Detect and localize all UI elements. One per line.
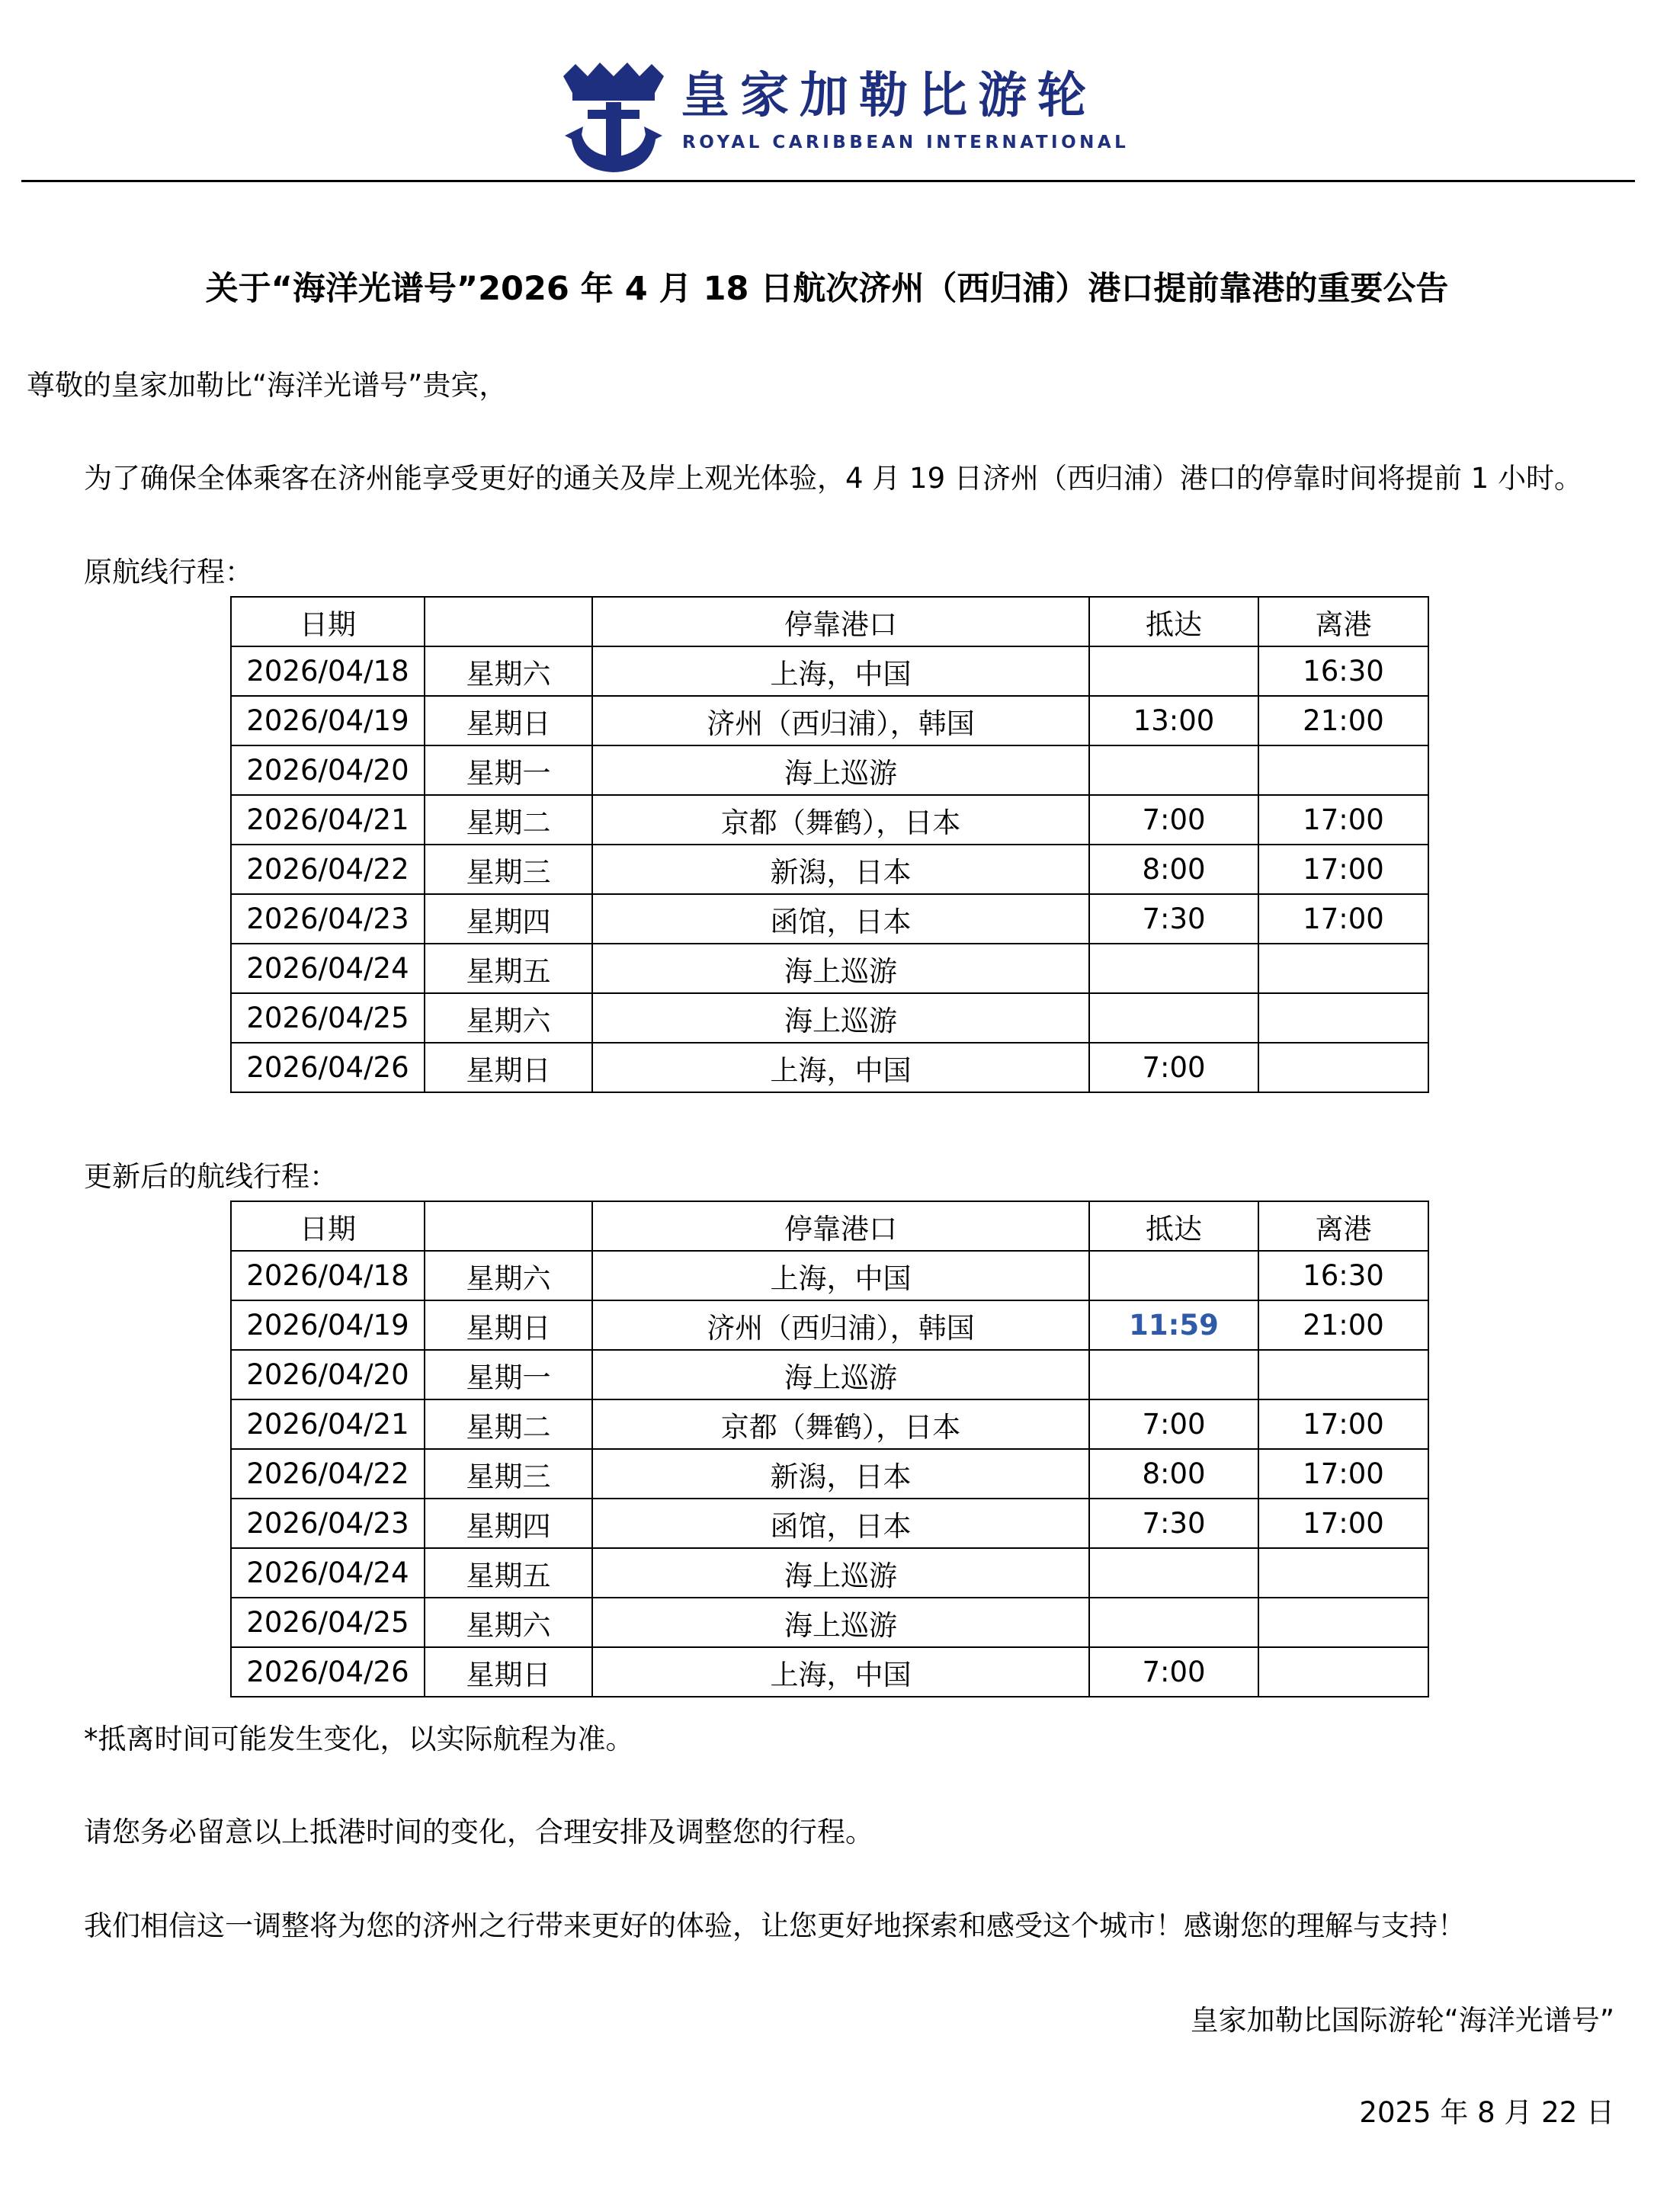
cell-port: 上海，中国 (592, 1043, 1089, 1092)
cell-port: 函馆，日本 (592, 1499, 1089, 1548)
cell-weekday: 星期日 (425, 1300, 592, 1350)
table-row (231, 745, 1428, 795)
cell-departure (1258, 1043, 1428, 1092)
cell-departure: 16:30 (1258, 1251, 1428, 1300)
brand-name-cn: 皇家加勒比游轮 (681, 68, 1097, 124)
cell-weekday: 星期五 (425, 1548, 592, 1598)
cell-port: 海上巡游 (592, 745, 1089, 795)
cell-port: 济州（西归浦），韩国 (592, 1300, 1089, 1350)
cell-port: 上海，中国 (592, 1647, 1089, 1697)
cell-port: 济州（西归浦），韩国 (592, 696, 1089, 745)
cell-departure (1258, 1548, 1428, 1598)
cell-port: 海上巡游 (592, 1598, 1089, 1647)
table-header-row (231, 597, 1428, 646)
closing-paragraph: 我们相信这一调整将为您的济州之行带来更好的体验，让您更好地探索和感受这个城市！感谢您的理解与支持！ (84, 1909, 1466, 1942)
table-row (231, 1499, 1428, 1548)
cell-date: 2026/04/24 (231, 1548, 425, 1598)
cell-port: 京都（舞鹤），日本 (592, 1399, 1089, 1449)
cell-weekday: 星期六 (425, 993, 592, 1043)
signature: 皇家加勒比国际游轮“海洋光谱号” (1190, 2004, 1614, 2037)
cell-arrival (1089, 745, 1258, 795)
cell-arrival: 7:00 (1089, 1043, 1258, 1092)
column-header-date: 日期 (231, 1201, 425, 1251)
column-header-arrival: 抵达 (1089, 597, 1258, 646)
table-row (231, 944, 1428, 993)
cell-weekday: 星期日 (425, 1647, 592, 1697)
cell-port: 海上巡游 (592, 1350, 1089, 1399)
cell-date: 2026/04/20 (231, 1350, 425, 1399)
cell-date: 2026/04/25 (231, 993, 425, 1043)
cell-departure: 17:00 (1258, 1399, 1428, 1449)
cell-arrival: 8:00 (1089, 1449, 1258, 1499)
original-itinerary-heading: 原航线行程： (84, 556, 253, 588)
cell-weekday: 星期五 (425, 944, 592, 993)
cell-arrival: 7:30 (1089, 1499, 1258, 1548)
cell-arrival: 7:00 (1089, 795, 1258, 845)
notice-date: 2025 年 8 月 22 日 (1359, 2096, 1614, 2129)
cell-weekday: 星期四 (425, 894, 592, 944)
cell-departure (1258, 1647, 1428, 1697)
cell-port: 上海，中国 (592, 646, 1089, 696)
cell-arrival (1089, 1251, 1258, 1300)
cell-arrival (1089, 993, 1258, 1043)
cell-departure: 17:00 (1258, 1499, 1428, 1548)
cell-date: 2026/04/25 (231, 1598, 425, 1647)
cell-date: 2026/04/19 (231, 696, 425, 745)
cell-weekday: 星期一 (425, 745, 592, 795)
cell-date: 2026/04/23 (231, 1499, 425, 1548)
table-row (231, 646, 1428, 696)
column-header-port: 停靠港口 (592, 1201, 1089, 1251)
cell-departure: 17:00 (1258, 845, 1428, 894)
cell-arrival: 8:00 (1089, 845, 1258, 894)
table-row (231, 1598, 1428, 1647)
table-row (231, 845, 1428, 894)
cell-weekday: 星期六 (425, 1251, 592, 1300)
disclaimer-note: *抵离时间可能发生变化，以实际航程为准。 (84, 1723, 634, 1755)
original-itinerary-table (230, 596, 1429, 1093)
cell-port: 新潟，日本 (592, 1449, 1089, 1499)
cell-date: 2026/04/24 (231, 944, 425, 993)
cell-date: 2026/04/21 (231, 1399, 425, 1449)
salutation: 尊敬的皇家加勒比“海洋光谱号”贵宾， (27, 369, 508, 402)
cell-port: 京都（舞鹤），日本 (592, 795, 1089, 845)
table-row (231, 1548, 1428, 1598)
table-row (231, 1449, 1428, 1499)
cell-departure: 21:00 (1258, 1300, 1428, 1350)
cell-date: 2026/04/22 (231, 1449, 425, 1499)
cell-weekday: 星期三 (425, 1449, 592, 1499)
cell-weekday: 星期三 (425, 845, 592, 894)
column-header-departure: 离港 (1258, 597, 1428, 646)
cell-weekday: 星期日 (425, 696, 592, 745)
cell-departure: 21:00 (1258, 696, 1428, 745)
cell-arrival: 7:00 (1089, 1399, 1258, 1449)
cell-arrival: 7:00 (1089, 1647, 1258, 1697)
cell-port: 海上巡游 (592, 993, 1089, 1043)
cell-arrival (1089, 944, 1258, 993)
column-header-arrival: 抵达 (1089, 1201, 1258, 1251)
cell-port: 函馆，日本 (592, 894, 1089, 944)
cell-date: 2026/04/26 (231, 1043, 425, 1092)
cell-departure (1258, 1598, 1428, 1647)
cell-arrival: 7:30 (1089, 894, 1258, 944)
notice-title: 关于“海洋光谱号”2026 年 4 月 18 日航次济州（西归浦）港口提前靠港的重要公告 (205, 270, 1449, 308)
cell-arrival: 11:59 (1089, 1300, 1258, 1350)
table-row (231, 696, 1428, 745)
table-row (231, 1647, 1428, 1697)
cell-weekday: 星期四 (425, 1499, 592, 1548)
cell-port: 上海，中国 (592, 1251, 1089, 1300)
cell-date: 2026/04/18 (231, 1251, 425, 1300)
column-header-weekday (425, 1201, 592, 1251)
column-header-weekday (425, 597, 592, 646)
cell-weekday: 星期二 (425, 1399, 592, 1449)
cell-date: 2026/04/21 (231, 795, 425, 845)
cell-departure: 17:00 (1258, 894, 1428, 944)
cell-departure: 17:00 (1258, 795, 1428, 845)
table-row (231, 1300, 1428, 1350)
cell-weekday: 星期六 (425, 646, 592, 696)
table-row (231, 993, 1428, 1043)
updated-itinerary-heading: 更新后的航线行程： (84, 1160, 338, 1193)
table-row (231, 1251, 1428, 1300)
column-header-date: 日期 (231, 597, 425, 646)
header-divider (21, 180, 1635, 182)
brand-name-en: ROYAL CARIBBEAN INTERNATIONAL (682, 133, 1130, 152)
column-header-departure: 离港 (1258, 1201, 1428, 1251)
crown-anchor-icon (560, 59, 667, 174)
reminder-paragraph: 请您务必留意以上抵港时间的变化，合理安排及调整您的行程。 (84, 1816, 873, 1848)
cell-departure (1258, 993, 1428, 1043)
cell-arrival (1089, 646, 1258, 696)
cell-date: 2026/04/18 (231, 646, 425, 696)
cell-date: 2026/04/19 (231, 1300, 425, 1350)
intro-paragraph: 为了确保全体乘客在济州能享受更好的通关及岸上观光体验，4 月 19 日济州（西归浦）港口的停靠时间将提前 1 小时。 (84, 462, 1582, 495)
cell-departure (1258, 745, 1428, 795)
cell-arrival (1089, 1350, 1258, 1399)
cell-date: 2026/04/20 (231, 745, 425, 795)
cell-departure: 17:00 (1258, 1449, 1428, 1499)
table-row (231, 1350, 1428, 1399)
cell-date: 2026/04/22 (231, 845, 425, 894)
cell-date: 2026/04/23 (231, 894, 425, 944)
cell-weekday: 星期六 (425, 1598, 592, 1647)
cell-weekday: 星期日 (425, 1043, 592, 1092)
cell-date: 2026/04/26 (231, 1647, 425, 1697)
brand-logo (560, 59, 1130, 174)
cell-port: 海上巡游 (592, 944, 1089, 993)
table-row (231, 1399, 1428, 1449)
cell-weekday: 星期二 (425, 795, 592, 845)
cell-departure: 16:30 (1258, 646, 1428, 696)
cell-departure (1258, 944, 1428, 993)
table-row (231, 795, 1428, 845)
cell-arrival (1089, 1548, 1258, 1598)
cell-port: 新潟，日本 (592, 845, 1089, 894)
table-row (231, 894, 1428, 944)
cell-departure (1258, 1350, 1428, 1399)
cell-arrival: 13:00 (1089, 696, 1258, 745)
updated-itinerary-table (230, 1201, 1429, 1697)
table-header-row (231, 1201, 1428, 1251)
cell-port: 海上巡游 (592, 1548, 1089, 1598)
cell-arrival (1089, 1598, 1258, 1647)
cell-weekday: 星期一 (425, 1350, 592, 1399)
table-row (231, 1043, 1428, 1092)
column-header-port: 停靠港口 (592, 597, 1089, 646)
